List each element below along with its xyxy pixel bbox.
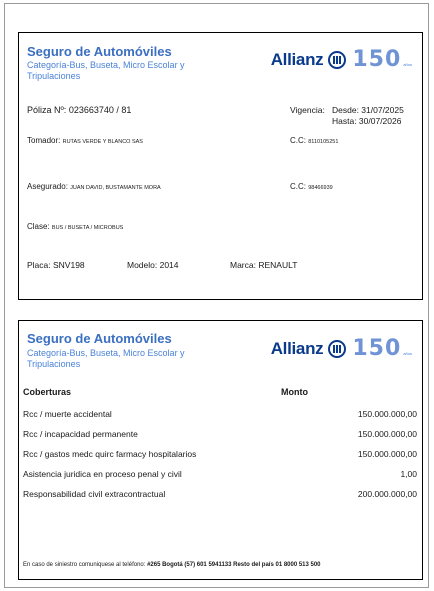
- cc1-value: 8110105251: [308, 139, 339, 145]
- cc2-label: C.C:: [290, 182, 306, 191]
- amount-column-header: Monto: [281, 387, 308, 397]
- tomador-field: [27, 136, 143, 145]
- cc2-value: 98466939: [308, 185, 333, 191]
- claims-phone-numbers: #265 Bogotá (57) 601 5941133 Resto del país 01 8000 513 500: [147, 562, 321, 568]
- coverage-row: [23, 429, 417, 439]
- cc2-field: [290, 182, 333, 191]
- asegurado-label: Asegurado:: [27, 182, 68, 191]
- card-title: Seguro de Automóviles: [27, 44, 172, 59]
- vigencia-label: Vigencia:: [290, 105, 325, 115]
- placa-field: Placa: SNV198: [27, 260, 85, 270]
- policy-number-value: 023663740 / 81: [68, 105, 132, 115]
- card-title: Seguro de Automóviles: [27, 331, 172, 346]
- coverage-amount: 1,00: [400, 469, 417, 479]
- policy-card: [18, 32, 423, 300]
- allianz-wordmark: Allianz: [270, 50, 324, 69]
- coverage-name: Responsabilidad civil extracontractual: [23, 489, 166, 499]
- coverage-amount: 200.000.000,00: [357, 489, 417, 499]
- allianz-eagle-icon: [328, 340, 346, 358]
- allianz-logo: [271, 338, 412, 360]
- coverage-row: [23, 469, 417, 479]
- vigencia-to: Hasta: 30/07/2026: [332, 116, 402, 126]
- coverage-name: Rcc / incapacidad permanente: [23, 429, 138, 439]
- claims-contact-footer: [23, 562, 321, 568]
- coverage-row: [23, 409, 417, 419]
- coverage-row: [23, 449, 417, 459]
- cc1-label: C.C:: [290, 136, 306, 145]
- cc1-field: [290, 136, 338, 145]
- coverage-amount: 150.000.000,00: [357, 449, 417, 459]
- clase-field: [27, 222, 123, 231]
- coverage-name: Asistencia juridica en proceso penal y civil: [23, 469, 182, 479]
- coverage-column-header: Coberturas: [23, 387, 72, 397]
- coverage-name: Rcc / muerte accidental: [23, 409, 112, 419]
- coverage-name: Rcc / gastos medc quirc farmacy hospitalarios: [23, 449, 197, 459]
- coverage-amount: 150.000.000,00: [357, 409, 417, 419]
- claims-contact-text: En caso de siniestro comuniquese al teléfono:: [23, 562, 148, 568]
- asegurado-value: JUAN DAVID, BUSTAMANTE MORA: [70, 185, 161, 191]
- coverage-row: [23, 489, 417, 499]
- coverage-amount: 150.000.000,00: [357, 429, 417, 439]
- card-subtitle: Categoría-Bus, Buseta, Micro Escolar y Tripulaciones: [27, 60, 185, 81]
- allianz-eagle-icon: [328, 51, 346, 69]
- policy-sheet: [4, 3, 429, 588]
- vigencia-from: Desde: 31/07/2025: [332, 105, 404, 115]
- clase-value: BUS / BUSETA / MICROBUS: [51, 225, 124, 231]
- anniversary-years-text: años: [403, 62, 412, 67]
- allianz-wordmark: Allianz: [270, 339, 324, 358]
- card-subtitle: Categoría-Bus, Buseta, Micro Escolar y Tripulaciones: [27, 348, 185, 369]
- policy-number-field: [27, 105, 131, 115]
- tomador-label: Tomador:: [27, 136, 61, 145]
- anniversary-150-logo: 150: [352, 47, 402, 72]
- clase-label: Clase:: [27, 222, 50, 231]
- anniversary-150-logo: 150: [352, 336, 402, 361]
- allianz-logo: [271, 49, 412, 71]
- policy-number-label: Póliza Nº:: [27, 105, 67, 115]
- coverage-card: [18, 320, 423, 580]
- marca-field: Marca: RENAULT: [230, 260, 298, 270]
- anniversary-years-text: años: [403, 351, 412, 356]
- asegurado-field: [27, 182, 161, 191]
- tomador-value: RUTAS VERDE Y BLANCO SAS: [62, 139, 143, 145]
- modelo-field: Modelo: 2014: [127, 260, 179, 270]
